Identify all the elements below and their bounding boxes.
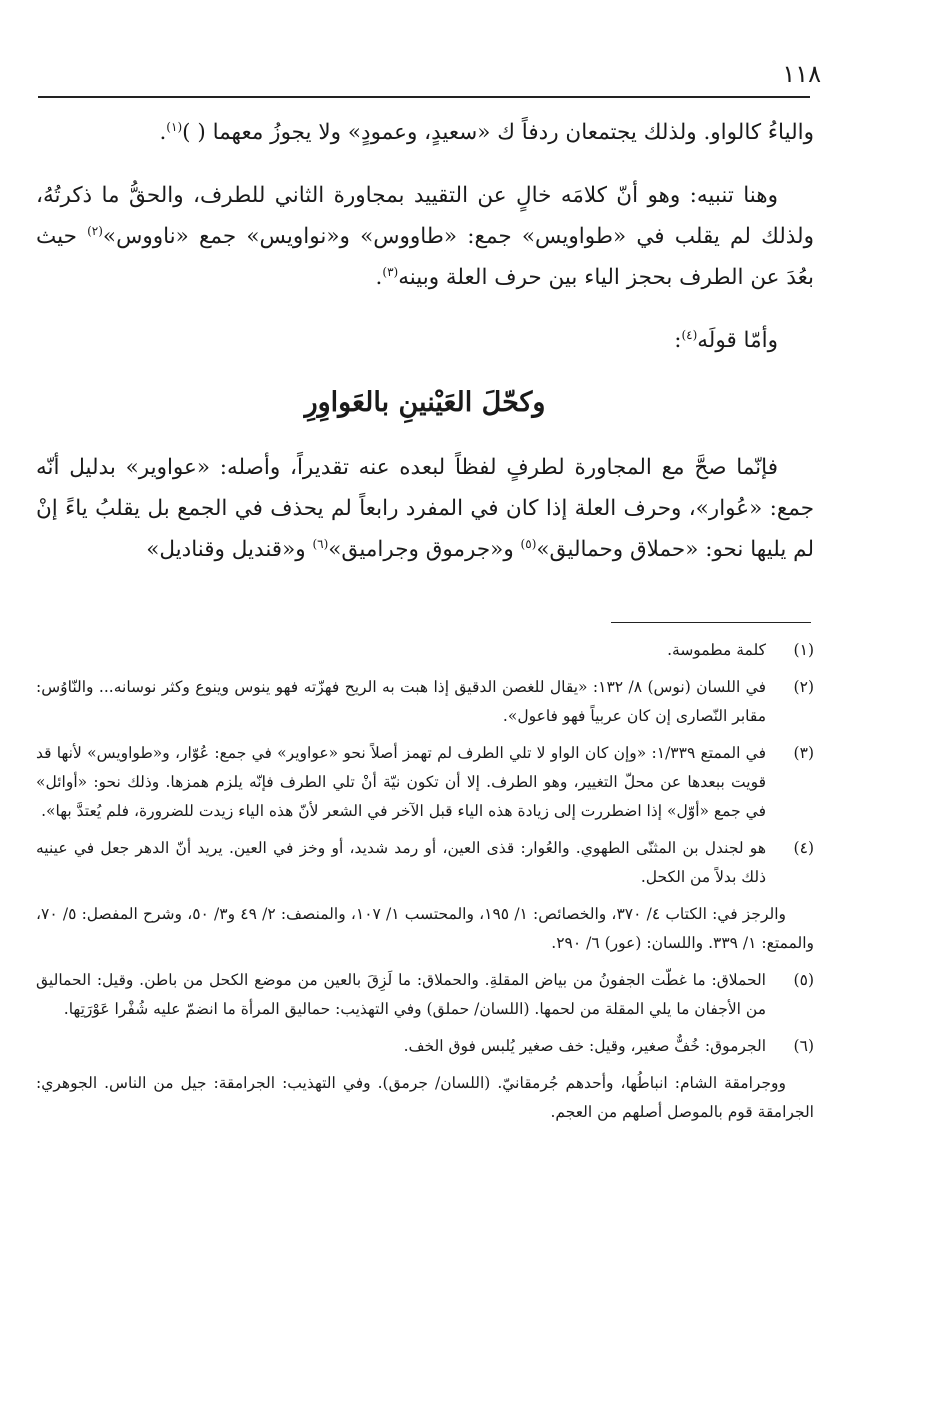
paragraph-4 — [36, 447, 814, 570]
footnote-text: الجرموق: خُفٌّ صغير، وقيل: خف صغير يُلبس فوق الخف. — [403, 1037, 766, 1055]
footnote-ref-5: (٥) — [520, 536, 537, 551]
footnote-text: الحملاق: ما غطّت الجفونُ من بياض المقلةِ. والحملاق: ما لَزِقَ بالعين من موضع الكحل من باطن. وقيل: الحماليق من الأجفان ما يلي المقلة من لحمها. (اللسان/ حملق) وفي التهذيب: حماليق المرأة ما انضمّ عليه شُفْرا عَوْرَتِها. — [36, 971, 766, 1018]
footnote-number: (٢) — [793, 678, 814, 696]
paragraph-1 — [36, 112, 814, 153]
paragraph-4-text-a: فإنّما صحَّ مع المجاورة لطرفٍ لفظاً لبعده عنه تقديراً، وأصله: «عواوير» بدليل أنّه جمع: «عُوار»، وحرف العلة إذا كان في المفرد رابعاً لم يحذف في الجمع بل يقلبُ ياءً إنْ لم يليها نحو: «حملاق وحماليق» — [36, 455, 814, 562]
paragraph-3-end: : — [674, 328, 682, 353]
footnote-text: في اللسان (نوس) ٨/ ١٣٢: «يقال للغصن الدقيق إذا هبت به الريح فهزّته فهو ينوس وينوع وكثر نوسانه... والنّاوُس: مقابر النّصارى إن كان عربياً فهو فاعول». — [36, 678, 766, 725]
footnote-2 — [36, 673, 814, 731]
footnote-1 — [36, 636, 814, 665]
footnote-number: (١) — [793, 641, 814, 659]
paragraph-1-end: . — [159, 120, 167, 145]
footnote-number: (٣) — [793, 744, 814, 762]
main-text — [36, 112, 814, 570]
poetry-verse: وكحّلَ العَيْنينِ بالعَواوِرِ — [304, 387, 546, 418]
footnote-3 — [36, 739, 814, 826]
page-number: ١١٨ — [782, 60, 821, 88]
footnote-6 — [36, 1032, 814, 1061]
footnote-ref-3: (٣) — [382, 264, 399, 279]
footnote-number: (٦) — [793, 1037, 814, 1055]
footnote-number: (٤) — [793, 839, 814, 857]
paragraph-4-text-b: و«جرموق وجراميق» — [328, 537, 521, 562]
footnote-text: في الممتع ١/٣٣٩: «وإن كان الواو لا تلي الطرف لم تهمز أصلاً نحو «عواوير» في جمع: عُوّار، و«طواويس» لأنها قد قويت ببعدها عن محلّ التغيير، وهو الطرف. إلا أن تكون نيّة أنْ تلي الطرف فإنّه يلزم همزها. وذلك نحو: «أوائل» في جمع «أوّل» إذا اضطررت إلى زيادة هذه الياء قبل الآخر في الشعر لأنّ هذه الياء زيدت للضرورة، فلم يُعتدَّ بها». — [36, 744, 767, 820]
paragraph-spacer — [36, 153, 814, 175]
paragraph-spacer — [36, 298, 814, 320]
paragraph-2 — [36, 175, 814, 298]
footnotes — [36, 636, 814, 1135]
footnote-ref-2: (٢) — [87, 223, 103, 238]
footnote-text: هو لجندل بن المثنّى الطهوي. والعُوار: قذى العين، أو رمد شديد، أو وخز في العين. يريد أنّ الدهر جعل في عينيه ذلك بدلاً من الكحل. — [36, 839, 766, 886]
footnote-separator — [611, 622, 811, 623]
footnote-5 — [36, 966, 814, 1024]
footnote-ref-6: (٦) — [312, 536, 329, 551]
footnote-6-continuation: ووجرامقة الشام: انباطُها، وأحدهم جُرمقانيّ. (اللسان/ جرمق). وفي التهذيب: الجرامقة: جيل من الناس. الجوهري: الجرامقة قوم بالموصل أصلهم من العجم. — [36, 1074, 814, 1121]
paragraph-2-text-b: حيث بعُدَ عن الطرف بحجز الياء بين حرف العلة وبينه — [36, 224, 814, 290]
paragraph-2-text-a: وهنا تنبيه: وهو أنّ كلامَه خالٍ عن التقييد بمجاورة الثاني للطرف، والحقُّ ما ذكرتُهُ، ولذلك لم يقلب في «طواويس» جمع: «طاووس» و«نواويس» جمع «ناووس» — [36, 183, 814, 249]
footnote-4-continuation: والرجز في: الكتاب ٤/ ٣٧٠، والخصائص: ١/ ١٩٥، والمحتسب ١/ ١٠٧، والمنصف: ٢/ ٤٩ و٣/ ٥٠، وشرح المفصل: ٥/ ٧٠، والممتع: ١/ ٣٣٩. واللسان: (عور) ٦/ ٢٩٠. — [36, 905, 814, 952]
paragraph-3 — [36, 320, 814, 361]
footnote-4 — [36, 834, 814, 892]
footnote-text: كلمة مطموسة. — [667, 641, 766, 659]
paragraph-3-text: وأمّا قولَه — [697, 328, 778, 353]
footnote-ref-1: (١) — [166, 119, 183, 134]
footnote-number: (٥) — [793, 971, 814, 989]
paragraph-2-end: . — [375, 265, 383, 290]
footnote-ref-4: (٤) — [681, 327, 698, 342]
paragraph-1-text: والياءُ كالواو. ولذلك يجتمعان ردفاً ك «سعيدٍ، وعمودٍ» ولا يجوزُ معهما ( ) — [182, 120, 814, 145]
paragraph-4-text-c: و«قنديل وقناديل» — [146, 537, 313, 562]
header-rule — [38, 96, 810, 98]
